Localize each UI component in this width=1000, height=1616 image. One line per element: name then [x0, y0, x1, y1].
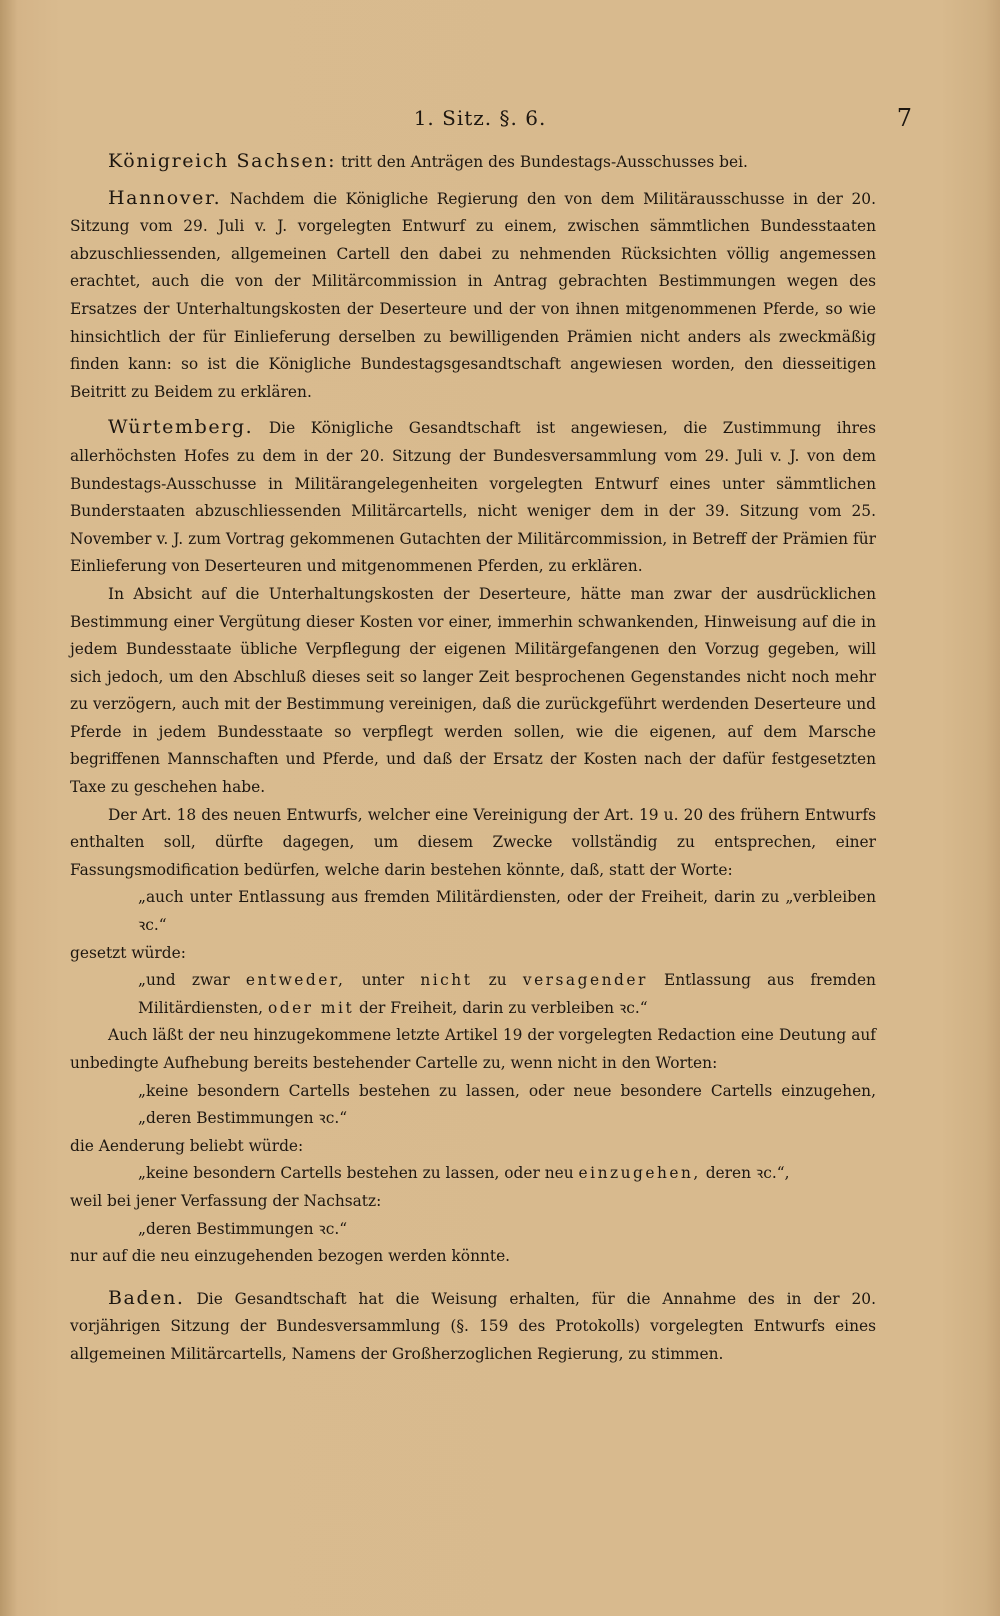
paragraph-sachsen — [70, 148, 876, 177]
paragraph-wuerttemberg-4: Auch läßt der neu hinzugekommene letzte Artikel 19 der vorgelegten Redaction eine Deutung auf unbedingte Aufhebung bereits bestehender Cartelle zu, wenn nicht in den Worten: — [70, 1026, 876, 1072]
quote-amended-emph: einzugehen, — [578, 1164, 701, 1183]
paragraph-wuerttemberg-2: In Absicht auf die Unterhaltungskosten der Deserteure, hätte man zwar der ausdrücklichen Bestimmung einer Vergütung dieser Kosten vor einer, immerhin schwankenden, Hinweisung auf die in jedem Bundesstaate übliche Verpflegung der eigenen Militärgefangenen den Vorzug gegeben, will sich jedoch, um den Abschluß dieses seit so langer Zeit besprochenen Gegenstandes nicht noch mehr zu verzögern, auch mit der Bestimmung vereinigen, daß die zurückgeführt werdenden Deserteure und Pferde in jedem Bundesstaate so verpflegt werden sollen, wie die eigenen, auf dem Marsche begriffenen Mannschaften und Pferde, und daß der Ersatz der Kosten nach der dafür festgesetzten Taxe zu geschehen habe. — [70, 584, 876, 797]
quote-proposed-wording — [70, 967, 876, 1022]
paragraph-baden — [70, 1285, 876, 1369]
state-name-wuerttemberg: Würtemberg. — [108, 416, 254, 439]
page-header — [70, 104, 912, 138]
quote-proposed-emph-1: entweder, — [245, 971, 346, 990]
state-name-baden: Baden. — [108, 1286, 185, 1309]
quote-article-19: „keine besondern Cartells bestehen zu lassen, oder neue besondere Cartells einzugehen, „deren Bestimmungen ꝛc.“ — [138, 1081, 876, 1128]
running-title: 1. Sitz. §. 6. — [413, 106, 547, 130]
line-einzugehenden: nur auf die neu einzugehenden bezogen werden könnte. — [70, 1247, 511, 1266]
quote-amended-wording — [70, 1160, 876, 1188]
quote-amended-part-2: deren ꝛc.“, — [705, 1164, 790, 1183]
wuerttemberg-text-1: Die Königliche Gesandtschaft ist angewiesen, die Zustimmung ihres allerhöchsten Hofes zu dem in der 20. Sitzung der Bundesversammlung vom 29. Juli v. J. von dem Bundestags-Ausschusse in Militärangelegenheiten vorgelegten Entwurf eines unter sämmtlichen Bunderstaaten abzuschliessenden Militärcartells, nicht weniger dem in der 39. Sitzung vom 25. November v. J. zum Vortrag gekommenen Gutachten der Militärcommission, in Betreff der Prämien für Einlieferung von Deserteuren und mitgenommenen Pferden, zu erklären. — [70, 419, 876, 576]
state-name-hannover: Hannover. — [108, 186, 222, 209]
line-aenderung: die Aenderung beliebt würde: — [70, 1136, 304, 1155]
quote-proposed-part-5: der Freiheit, darin zu verbleiben ꝛc.“ — [359, 998, 648, 1017]
baden-text: Die Gesandtschaft hat die Weisung erhalten, für die Annahme des in der 20. vorjährigen Sitzung der Bundesversammlung (§. 159 des Protokolls) vorgelegten Entwurfs eines allgemeinen Militärcartells, Namens der Großherzoglichen Regierung, zu stimmen. — [70, 1289, 876, 1363]
sachsen-text: tritt den Anträgen des Bundestags-Ausschusses bei. — [341, 153, 748, 171]
paragraph-hannover — [70, 185, 876, 407]
page-number: 7 — [896, 104, 912, 132]
paragraph-wuerttemberg-1 — [70, 414, 876, 581]
page-body — [70, 148, 876, 1369]
paragraph-wuerttemberg-3: Der Art. 18 des neuen Entwurfs, welcher eine Vereinigung der Art. 19 u. 20 des frühern Entwurfs enthalten soll, dürfte dagegen, um diesem Zwecke vollständig zu entsprechen, einer Fassungsmodification bedürfen, welche darin bestehen könnte, daß, statt der Worte: — [70, 805, 876, 879]
quote-proposed-part-2: unter — [361, 971, 405, 990]
quote-proposed-part-3: zu — [488, 971, 507, 990]
quote-amended-part-1: „keine besondern Cartells bestehen zu lassen, oder neu — [138, 1164, 574, 1183]
quote-deren-bestimmungen: „deren Bestimmungen ꝛc.“ — [138, 1219, 348, 1238]
quote-proposed-part-4: Entlassung aus fremden Militärdiensten, — [138, 971, 876, 1017]
quote-proposed-emph-2: nicht — [420, 971, 473, 990]
line-gesetzt-wuerde: gesetzt würde: — [70, 943, 186, 962]
state-name-sachsen: Königreich Sachsen: — [108, 150, 337, 172]
quote-original-wording: „auch unter Entlassung aus fremden Militärdiensten, oder der Freiheit, darin zu „verbleiben ꝛc.“ — [138, 888, 876, 935]
quote-proposed-emph-3: versagender — [522, 971, 648, 990]
quote-proposed-emph-4: oder mit — [267, 998, 355, 1017]
quote-proposed-part-1: „und zwar — [138, 971, 230, 990]
line-nachsatz: weil bei jener Verfassung der Nachsatz: — [70, 1191, 382, 1210]
hannover-text: Nachdem die Königliche Regierung den von dem Militärausschusse in der 20. Sitzung vom 29. Juli v. J. vorgelegten Entwurf zu einem, zwischen sämmtlichen Bundesstaaten abzuschliessenden, allgemeinen Cartell den dabei zu nehmenden Rücksichten völlig angemessen erachtet, auch die von der Militärcommission in Antrag gebrachten Bestimmungen wegen des Ersatzes der Unterhaltungskosten der Deserteure und der von ihnen mitgenommenen Pferde, so wie hinsichtlich der für Einlieferung derselben zu bewilligenden Prämien nicht anders als zweckmäßig finden kann: so ist die Königliche Bundestagsgesandtschaft angewiesen worden, den diesseitigen Beitritt zu Beidem zu erklären. — [70, 189, 876, 401]
